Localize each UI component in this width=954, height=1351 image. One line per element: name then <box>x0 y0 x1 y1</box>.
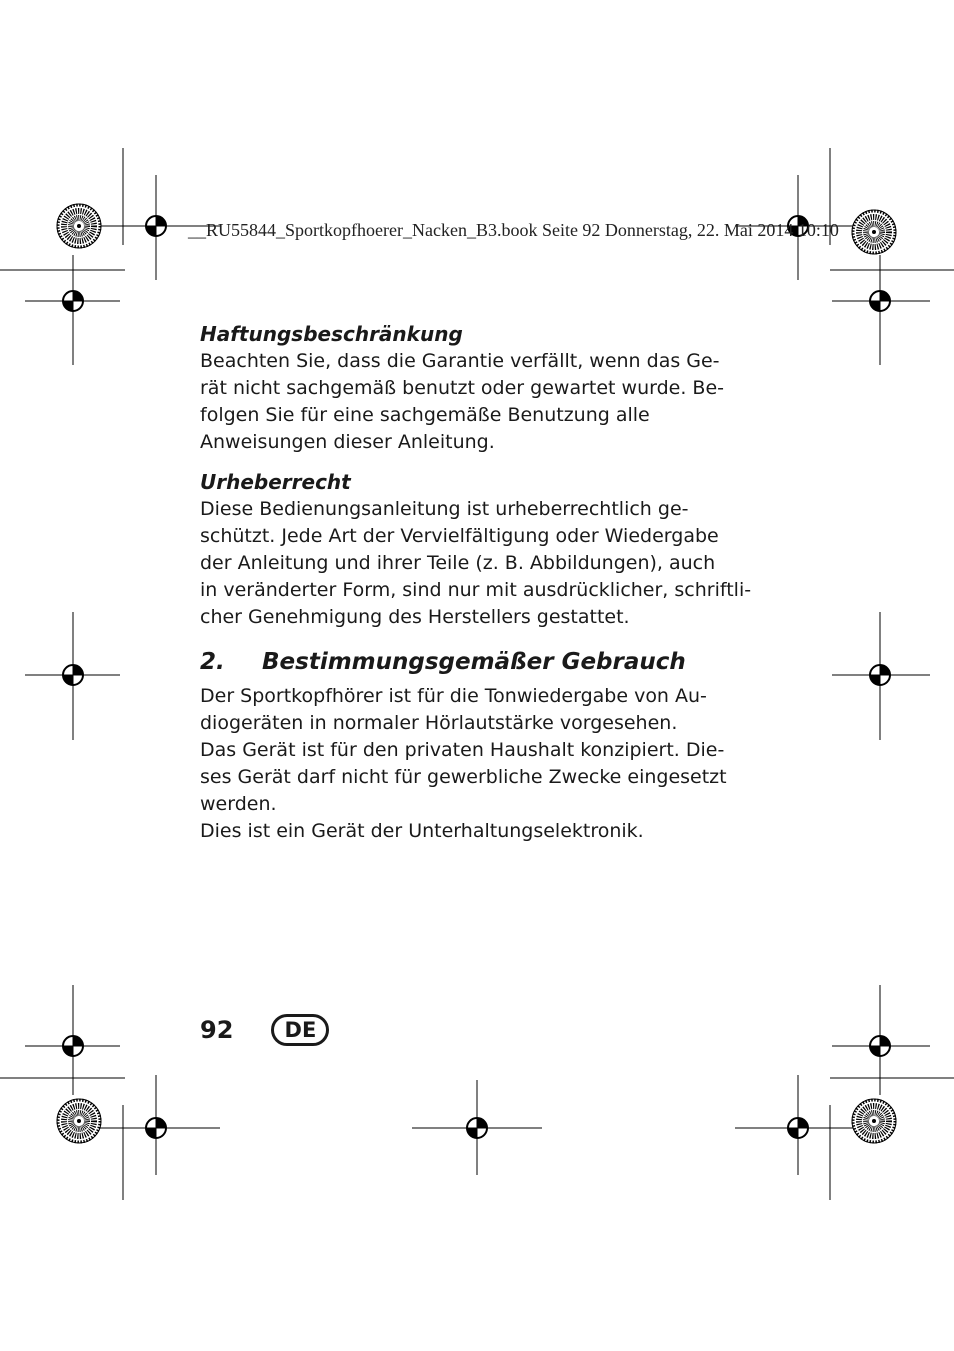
language-badge: DE <box>271 1014 329 1046</box>
section-heading-gebrauch <box>200 645 730 679</box>
text-line: werden. <box>200 793 277 815</box>
text-line: in veränderter Form, sind nur mit ausdrücklicher, schriftli- <box>200 579 752 601</box>
section-heading-text: Bestimmungsgemäßer Gebrauch <box>262 649 686 675</box>
paragraph-haftung <box>200 348 730 456</box>
text-line: Der Sportkopfhörer ist für die Tonwiedergabe von Au- <box>200 685 707 707</box>
text-line: ses Gerät darf nicht für gewerbliche Zwecke eingesetzt <box>200 766 727 788</box>
section-number: 2. <box>200 649 225 675</box>
print-header-file-info: __RU55844_Sportkopfhoerer_Nacken_B3.book Seite 92 Donnerstag, 22. Mai 2014 10:10 <box>188 220 839 240</box>
text-line: schützt. Jede Art der Vervielfältigung oder Wiedergabe <box>200 525 719 547</box>
page-content <box>200 320 752 845</box>
paragraph-urheber <box>200 496 752 631</box>
text-line: cher Genehmigung des Herstellers gestattet. <box>200 606 630 628</box>
page-number: 92 <box>200 1016 234 1044</box>
section-title-urheber: Urheberrecht <box>200 470 351 494</box>
page-footer <box>200 1014 329 1046</box>
text-line: folgen Sie für eine sachgemäße Benutzung alle <box>200 404 650 426</box>
text-line: der Anleitung und ihrer Teile (z. B. Abbildungen), auch <box>200 552 716 574</box>
text-line: rät nicht sachgemäß benutzt oder gewartet wurde. Be- <box>200 377 724 399</box>
section-title-haftung: Haftungsbeschränkung <box>200 322 463 346</box>
text-line: Anweisungen dieser Anleitung. <box>200 431 495 453</box>
paragraph-gebrauch <box>200 683 730 845</box>
text-line: diogeräten in normaler Hörlautstärke vorgesehen. <box>200 712 678 734</box>
text-line: Dies ist ein Gerät der Unterhaltungselektronik. <box>200 820 644 842</box>
text-line: Das Gerät ist für den privaten Haushalt konzipiert. Die- <box>200 739 725 761</box>
text-line: Diese Bedienungsanleitung ist urheberrechtlich ge- <box>200 498 689 520</box>
text-line: Beachten Sie, dass die Garantie verfällt, wenn das Ge- <box>200 350 720 372</box>
